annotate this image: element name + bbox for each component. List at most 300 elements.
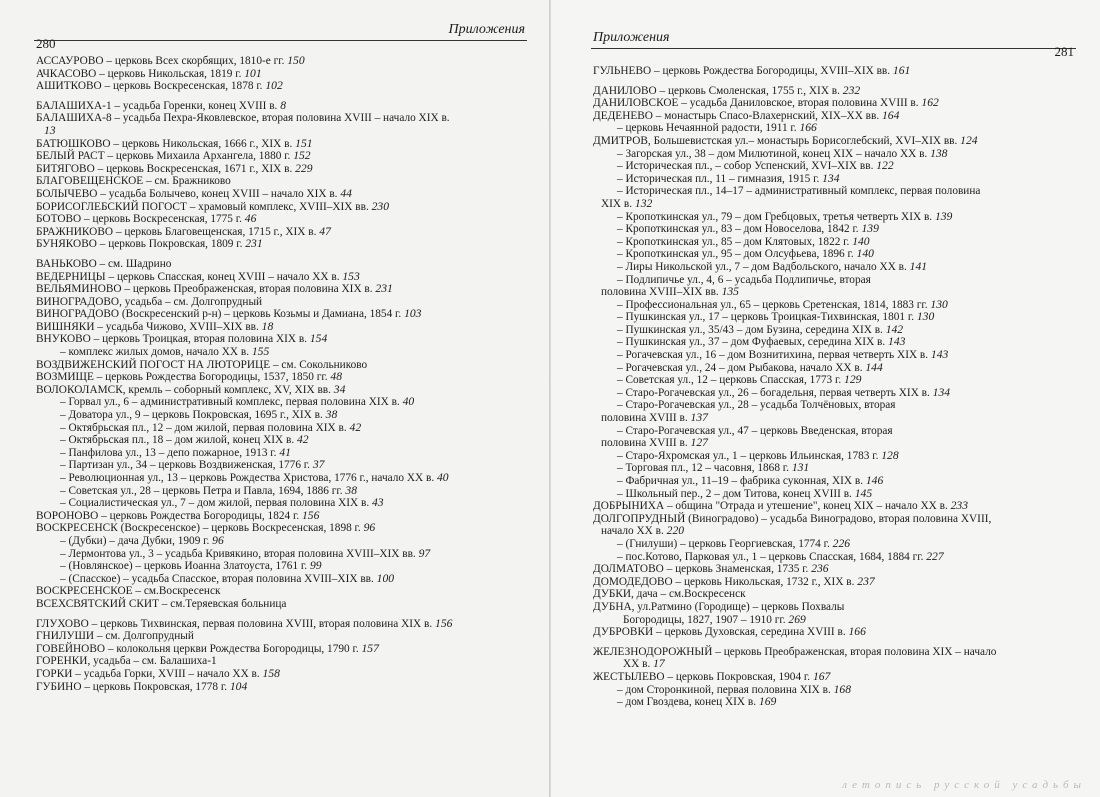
entry-page-ref: 96 (363, 521, 376, 535)
entry-text: – Старо-Яхромская ул., 1 – церковь Ильинская, 1783 г. (617, 449, 882, 462)
index-entry (36, 163, 541, 176)
entry-text: – храмовый комплекс, XVIII–XIX вв. (186, 200, 372, 213)
index-subentry (593, 274, 1088, 287)
index-entries (36, 55, 541, 693)
entry-page-ref: 157 (361, 641, 379, 655)
entry-page-ref: 146 (865, 474, 884, 487)
index-subentry (36, 497, 541, 510)
entry-page-ref: 138 (930, 146, 948, 160)
entry-page-ref: 130 (916, 310, 935, 324)
entry-page-ref: 37 (312, 458, 325, 472)
entry-text: XIX в. (601, 197, 635, 210)
index-entry (36, 213, 541, 226)
entry-page-ref: 18 (261, 319, 274, 333)
index-entry (36, 201, 541, 214)
entry-page-ref: 142 (885, 322, 904, 336)
index-subentry (593, 399, 1088, 412)
index-subentry (593, 349, 1088, 362)
entry-page-ref: 34 (333, 382, 346, 396)
entry-text: – церковь Духовская, середина XVIII в. (653, 626, 849, 639)
entry-text: – Рогачевская ул., 16 – дом Вознитихина, первая четверть XIX в. (617, 349, 931, 362)
index-subentry (593, 696, 1088, 709)
index-entry (36, 681, 541, 694)
entry-heading: АЧКАСОВО (36, 67, 97, 80)
entry-page-ref: 47 (319, 224, 331, 238)
index-subentry (36, 422, 541, 435)
index-subentry (593, 538, 1088, 551)
index-subentry (593, 122, 1088, 135)
entry-text: – дом Гвоздева, конец XIX в. (617, 696, 759, 709)
entry-page-ref: 99 (309, 559, 322, 573)
index-subentry (593, 324, 1088, 337)
index-entry (36, 308, 541, 321)
entry-text: – церковь Преображенская, вторая половина XIX в. (121, 283, 376, 296)
entry-text: – церковь Рождества Богородицы, XVIII–XIX вв. (651, 65, 893, 77)
entry-page-ref: 46 (244, 212, 257, 226)
index-entry (593, 97, 1088, 110)
entry-page-ref: 231 (375, 282, 393, 296)
entry-text: – Кропоткинская ул., 79 – дом Гребцовых, третья четверть XIX в. (617, 210, 935, 223)
entry-heading: ВНУКОВО (36, 333, 91, 346)
entry-heading: АШИТКОВО (36, 80, 102, 93)
entry-page-ref: 153 (342, 269, 360, 283)
index-subentry (593, 173, 1088, 186)
entry-page-ref: 13 (44, 123, 56, 137)
entry-heading: ДУБНА, (593, 600, 635, 613)
entry-page-ref: 150 (287, 54, 305, 67)
entry-heading: ВОРОНОВО (36, 509, 99, 522)
entry-heading: ГОРКИ (36, 667, 73, 680)
index-entry (593, 626, 1088, 639)
entry-text: – церковь Покровская, 1904 г. (664, 670, 813, 683)
entry-text: – церковь Покровская, 1809 г. (96, 238, 246, 251)
entry-text: – Пушкинская ул., 35/43 – дом Бузина, середина XIX в. (617, 323, 886, 336)
entry-text: – церковь Рождества Богородицы, 1537, 1850 гг. (93, 371, 331, 384)
entry-text: – церковь Никольская, 1732 г., XIX в. (672, 575, 858, 588)
entry-text: – см. Сокольниково (270, 358, 368, 371)
entry-heading: ГНИЛУШИ (36, 630, 95, 643)
entry-page-ref: 168 (833, 682, 852, 696)
index-entry (36, 55, 541, 68)
entry-page-ref: 48 (330, 370, 343, 384)
entry-heading: БАТЮШКОВО (36, 137, 111, 150)
index-entry (36, 283, 541, 296)
entry-gap (36, 611, 541, 618)
entry-heading: ВОСКРЕСЕНСКОЕ (36, 585, 133, 598)
entry-page-ref: 130 (930, 297, 948, 311)
entry-heading: БАЛАШИХА-8 (36, 112, 112, 125)
index-subentry (593, 148, 1088, 161)
index-entry (593, 588, 1088, 601)
entry-text: – церковь Тихвинская, первая половина XVIII, вторая половина XIX в. (88, 617, 436, 630)
entry-page-ref: 132 (634, 196, 653, 210)
entry-page-ref: 139 (934, 209, 953, 223)
index-subentry (593, 211, 1088, 224)
entry-heading: ДОЛГОПРУДНЫЙ (593, 512, 686, 525)
entry-text: – Партизан ул., 34 – церковь Воздвиженская, 1776 г. (60, 459, 313, 472)
entry-gap (36, 93, 541, 100)
entry-page-ref: 233 (950, 499, 968, 513)
entry-heading: ВИНОГРАДОВО, (36, 295, 122, 308)
watermark-text: летопись русской усадьбы (842, 779, 1086, 791)
entry-heading: ВСЕХСВЯТСКИЙ СКИТ (36, 597, 159, 610)
index-entry (36, 100, 541, 113)
index-entry (36, 271, 541, 284)
entry-text: – см. Шадрино (96, 257, 172, 270)
entry-heading: ВЕДЕРНИЦЫ (36, 270, 106, 283)
entry-page-ref: 42 (349, 420, 362, 434)
index-subentry (593, 299, 1088, 312)
entry-text: – Историческая пл., – собор Успенский, XVI–XIX вв. (617, 160, 877, 173)
index-entries (593, 65, 1088, 709)
index-entry (36, 226, 541, 239)
entry-page-ref: 139 (861, 222, 879, 236)
index-entry (36, 643, 541, 656)
entry-page-ref: 8 (280, 98, 286, 112)
right-page (551, 0, 1100, 797)
entry-heading: ГОВЕЙНОВО (36, 642, 106, 655)
entry-text: – комплекс жилых домов, начало XX в. (60, 346, 252, 359)
entry-page-ref: 156 (301, 508, 320, 522)
index-entry (593, 110, 1088, 123)
index-subentry (593, 551, 1088, 564)
entry-page-ref: 127 (690, 436, 708, 450)
entry-text: – усадьба Горенки, конец XVIII в. (111, 99, 281, 112)
entry-page-ref: 128 (881, 448, 899, 462)
entry-heading: БАЛАШИХА-1 (36, 99, 112, 112)
entry-page-ref: 124 (960, 133, 978, 147)
index-entry (36, 384, 541, 397)
index-subentry (36, 535, 541, 548)
entry-page-ref: 40 (402, 395, 415, 409)
entry-heading: ВИНОГРАДОВО (36, 308, 120, 321)
entry-text: – Кропоткинская ул., 95 – дом Олсуфьева, 1896 г. (617, 248, 857, 261)
entry-text: половина XVIII в. (601, 412, 691, 425)
entry-text: кремль – соборный комплекс, XV, XIX вв. (125, 383, 334, 396)
entry-text: – церковь Преображенская, вторая половина XIX – начало (712, 645, 997, 658)
entry-text: – см.Теряевская больница (158, 597, 287, 610)
entry-page-ref: 129 (844, 373, 862, 387)
entry-text: – Октябрьская пл., 18 – дом жилой, конец XIX в. (60, 434, 297, 447)
index-subentry (593, 488, 1088, 501)
entry-text: – монастырь Спасо-Влахернский, XIX–XX вв. (652, 109, 882, 122)
entry-page-ref: 231 (245, 237, 263, 251)
index-subentry (593, 362, 1088, 375)
entry-text: – Пушкинская ул., 17 – церковь Троицкая-Тихвинская, 1801 г. (617, 311, 917, 324)
entry-heading: ГУБИНО (36, 680, 82, 693)
index-entry (36, 138, 541, 151)
entry-heading: ГОРЕНКИ, (36, 655, 91, 668)
entry-page-ref: 38 (345, 483, 357, 497)
entry-page-ref: 44 (340, 186, 352, 200)
running-header: Приложения (448, 22, 525, 37)
entry-page-ref: 167 (812, 669, 831, 683)
entry-text: – (Новлянское) – церковь Иоанна Златоуста, 1761 г. (60, 560, 310, 573)
index-subentry (36, 548, 541, 561)
entry-heading: ЖЕЛЕЗНОДОРОЖНЫЙ (593, 645, 713, 658)
entry-page-ref: 154 (309, 332, 328, 346)
entry-heading: ДЕДЕНЕВО (593, 109, 653, 122)
entry-heading: ДУБРОВКИ (593, 626, 654, 639)
entry-text: – Горвал ул., 6 – административный комплекс, первая половина XIX в. (60, 396, 403, 409)
entry-heading: ДОЛМАТОВО (593, 563, 664, 576)
entry-heading: ВОЗДВИЖЕНСКИЙ ПОГОСТ НА ЛЮТОРИЦЕ (36, 358, 271, 371)
entry-heading: ГЛУХОВО (36, 617, 89, 630)
index-entry (36, 188, 541, 201)
entry-page-ref: 152 (293, 149, 311, 163)
running-header: Приложения (593, 30, 670, 45)
entry-text: – (Спасское) – усадьба Спасское, вторая половина XVIII–XIX вв. (60, 572, 377, 585)
index-entry (36, 296, 541, 309)
entry-page-ref: 135 (721, 285, 739, 299)
index-entry (593, 135, 1088, 148)
entry-text: начало XX в. (601, 525, 667, 538)
entry-text: половина XVIII в. (601, 437, 691, 450)
entry-text: дача – см.Воскресенск (633, 588, 746, 601)
entry-text: – см. Бражниково (143, 175, 231, 188)
index-subentry (593, 425, 1088, 438)
page-number: 280 (36, 36, 56, 51)
entry-text: – Историческая пл., 14–17 – административный комплекс, первая половина (617, 185, 981, 198)
entry-page-ref: 236 (811, 562, 829, 576)
entry-text: – Лиры Никольской ул., 7 – дом Вадбольского, начало XX в. (617, 260, 910, 273)
entry-page-ref: 229 (295, 161, 313, 175)
index-entry (593, 85, 1088, 98)
entry-page-ref: 17 (653, 657, 665, 671)
index-entry (36, 112, 541, 125)
entry-gap (593, 78, 1088, 85)
entry-text: XX в. (623, 658, 654, 671)
entry-text: (Воскресенское) – церковь Воскресенская, 1898 г. (117, 522, 364, 535)
entry-page-ref: 158 (262, 666, 280, 680)
entry-text: – церковь Троицкая, вторая половина XIX в. (90, 333, 310, 346)
entry-page-ref: 102 (265, 79, 283, 93)
index-subentry (36, 485, 541, 498)
index-subentry (36, 447, 541, 460)
entry-page-ref: 134 (932, 385, 951, 399)
entry-heading: АССАУРОВО (36, 55, 104, 67)
entry-heading: ДУБКИ, (593, 588, 634, 601)
index-entry (36, 150, 541, 163)
index-subentry (593, 614, 1088, 627)
entry-page-ref: 162 (921, 96, 939, 110)
entry-heading: БОРИСОГЛЕБСКИЙ ПОГОСТ (36, 200, 187, 213)
entry-page-ref: 237 (857, 574, 875, 588)
entry-page-ref: 227 (926, 549, 944, 563)
entry-text: – церковь Благовещенская, 1715 г., XIX в. (113, 225, 320, 238)
entry-text: – церковь Никольская, 1666 г., XIX в. (110, 137, 296, 150)
entry-text: – усадьба Пехра-Яковлевское, вторая половина XVIII – начало XIX в. (111, 112, 450, 125)
entry-text: половина XVIII–XIX вв. (601, 286, 722, 299)
index-entry (36, 80, 541, 93)
entry-text: – Кропоткинская ул., 83 – дом Новоселова, 1842 г. (617, 223, 862, 236)
entry-text: – церковь Покровская, 1778 г. (81, 680, 230, 693)
index-subentry (593, 185, 1088, 198)
entry-page-ref: 164 (882, 108, 900, 122)
index-entry (36, 522, 541, 535)
index-subentry (593, 223, 1088, 236)
entry-heading: ВОЗМИЩЕ (36, 371, 94, 384)
index-entry (36, 668, 541, 681)
entry-page-ref: 143 (930, 348, 949, 362)
entry-text: – Советская ул., 28 – церковь Петра и Павла, 1694, 1886 гг. (60, 484, 346, 497)
entry-text: – Октябрьская пл., 12 – дом жилой, первая половина XIX в. (60, 421, 350, 434)
entry-heading: ЖЕСТЫЛЕВО (593, 670, 665, 683)
index-entry (36, 359, 541, 372)
header-rule (34, 40, 527, 41)
entry-text: – церковь Воскресенская, 1775 г. (81, 213, 245, 226)
entry-text: – Фабричная ул., 11–19 – фабрика суконная, XIX в. (617, 475, 866, 487)
entry-text: Богородицы, 1827, 1907 – 1910 гг. (623, 613, 789, 626)
entry-text: – церковь Смоленская, 1755 г., XIX в. (656, 84, 843, 97)
entry-text: – церковь Воскресенская, 1671 г., XIX в. (94, 162, 296, 175)
entry-page-ref: 96 (212, 533, 224, 547)
entry-text: – церковь Рождества Богородицы, 1824 г. (98, 509, 302, 522)
entry-page-ref: 166 (848, 625, 866, 639)
entry-text: – Революционная ул., 13 – церковь Рождества Христова, 1776 г., начало XX в. (60, 472, 437, 484)
index-subentry (593, 437, 1088, 450)
index-entry (593, 601, 1088, 614)
entry-text: – усадьба Даниловское, вторая половина XVIII в. (678, 97, 922, 110)
index-subentry (593, 198, 1088, 211)
header-rule (591, 48, 1076, 49)
entry-text: – церковь Никольская, 1819 г. (96, 67, 245, 80)
entry-page-ref: 104 (229, 679, 248, 693)
entry-page-ref: 131 (791, 461, 810, 475)
entry-heading: ДОБРЫНИХА (593, 500, 665, 513)
entry-page-ref: 41 (279, 445, 291, 459)
index-entry (593, 563, 1088, 576)
entry-page-ref: 155 (251, 345, 270, 359)
index-entry (36, 371, 541, 384)
index-entry (36, 618, 541, 631)
entry-text: – Старо-Рогачевская ул., 28 – усадьба Толчёновых, вторая (617, 399, 896, 412)
entry-gap (36, 251, 541, 258)
index-subentry (593, 236, 1088, 249)
entry-page-ref: 166 (799, 121, 817, 135)
index-entry (36, 238, 541, 251)
entry-text: – церковь Михаила Архангела, 1880 г. (104, 150, 294, 163)
entry-text: – Профессиональная ул., 65 – церковь Сретенская, 1814, 1883 гг. (617, 298, 931, 311)
index-entry (593, 576, 1088, 589)
entry-text: – см.Воскресенск (132, 585, 221, 598)
entry-text: – усадьба Чижово, XVIII–XIX вв. (94, 320, 262, 333)
index-entry (36, 258, 541, 271)
index-subentry (36, 560, 541, 573)
entry-heading: ВЕЛЬЯМИНОВО (36, 283, 122, 296)
index-entry (36, 333, 541, 346)
entry-text: (Воскресенский р-н) – церковь Козьмы и Дамиана, 1854 г. (119, 308, 405, 321)
entry-heading: ДАНИЛОВСКОЕ (593, 97, 679, 110)
index-entry (36, 598, 541, 611)
entry-heading: БЛАГОВЕЩЕНСКОЕ (36, 175, 144, 188)
entry-heading: БРАЖНИКОВО (36, 225, 114, 238)
entry-text: – церковь Нечаянной радости, 1911 г. (617, 122, 800, 135)
entry-text: – церковь Воскресенская, 1878 г. (101, 80, 266, 93)
index-subentry (36, 396, 541, 409)
entry-heading: ВАНЬКОВО (36, 257, 97, 270)
entry-page-ref: 230 (371, 199, 389, 213)
entry-page-ref: 97 (418, 546, 431, 560)
entry-heading: БЕЛЫЙ РАСТ (36, 150, 105, 163)
entry-text: – Кропоткинская ул., 85 – дом Клятовых, 1822 г. (617, 235, 853, 248)
entry-page-ref: 220 (666, 524, 685, 538)
entry-text: – Доватора ул., 9 – церковь Покровская, 1695 г., XIX в. (60, 409, 326, 422)
entry-text: – церковь Всех скорбящих, 1810-е гг. (103, 55, 288, 67)
index-entry (36, 630, 541, 643)
entry-text: – церковь Спасская, конец XVIII – начало XX в. (105, 270, 343, 283)
entry-page-ref: 141 (909, 259, 928, 273)
entry-text: – (Дубки) – дача Дубки, 1909 г. (60, 534, 213, 547)
index-subentry (593, 261, 1088, 274)
entry-text: – Лермонтова ул., 3 – усадьба Кривякино, вторая половина XVIII–XIX вв. (60, 547, 419, 560)
entry-heading: БОТОВО (36, 213, 82, 226)
entry-page-ref: 40 (436, 471, 449, 484)
entry-page-ref: 38 (325, 408, 338, 422)
entry-heading: БОЛЫЧЕВО (36, 187, 98, 200)
entry-text: – Историческая пл., 11 – гимназия, 1915 г. (617, 172, 823, 185)
entry-heading: БУНЯКОВО (36, 238, 97, 251)
entry-text: (Виноградово) – усадьба Виноградово, вторая половина XVIII, (685, 512, 992, 525)
entry-heading: БИТЯГОВО (36, 162, 95, 175)
entry-text: – дом Сторонкиной, первая половина XIX в. (617, 683, 834, 696)
entry-page-ref: 151 (295, 136, 313, 150)
index-subentry (36, 472, 541, 485)
entry-heading: ДОМОДЕДОВО (593, 575, 673, 588)
entry-heading: ВОСКРЕСЕНСК (36, 522, 118, 535)
entry-page-ref: 134 (822, 171, 840, 185)
entry-text: – Рогачевская ул., 24 – дом Рыбакова, начало XX в. (617, 361, 866, 374)
entry-page-ref: 232 (842, 83, 861, 97)
index-subentry (593, 412, 1088, 425)
index-entry (593, 500, 1088, 513)
entry-page-ref: 43 (371, 496, 384, 510)
index-entry (593, 65, 1088, 78)
index-subentry (593, 248, 1088, 261)
entry-page-ref: 42 (296, 433, 309, 447)
entry-text: – Пушкинская ул., 37 – дом Фуфаевых, середина XIX в. (617, 336, 889, 349)
entry-page-ref: 226 (832, 536, 851, 550)
index-entry (36, 585, 541, 598)
entry-text: – община "Отрада и утешение", конец XIX – начало XX в. (664, 500, 951, 513)
index-subentry (593, 658, 1088, 671)
index-subentry (36, 409, 541, 422)
index-subentry (36, 125, 541, 138)
entry-page-ref: 101 (244, 66, 262, 80)
entry-text: – Социалистическая ул., 7 – дом жилой, первая половина XIX в. (60, 497, 372, 510)
entry-heading: ДАНИЛОВО (593, 84, 657, 97)
index-subentry (593, 374, 1088, 387)
index-subentry (593, 475, 1088, 488)
entry-page-ref: 140 (852, 234, 870, 248)
index-entry (593, 646, 1088, 659)
index-subentry (36, 573, 541, 586)
entry-text: усадьба – см. Балашиха-1 (90, 655, 217, 668)
entry-page-ref: 100 (376, 571, 395, 585)
entry-heading: ДМИТРОВ, (593, 134, 651, 147)
index-subentry (593, 684, 1088, 697)
entry-text: – (Гнилуши) – церковь Георгиевская, 1774 г. (617, 537, 833, 550)
entry-heading: ВОЛОКОЛАМСК, (36, 383, 126, 396)
entry-text: – Советская ул., 12 – церковь Спасская, 1773 г. (617, 374, 845, 387)
entry-text: – Старо-Рогачевская ул., 47 – церковь Введенская, вторая (617, 424, 893, 437)
entry-heading: ГУЛЬНЕВО (593, 65, 652, 77)
entry-text: – усадьба Горки, XVIII – начало XX в. (72, 667, 263, 680)
index-entry (36, 510, 541, 523)
index-entry (36, 321, 541, 334)
index-subentry (36, 346, 541, 359)
entry-page-ref: 144 (865, 360, 883, 374)
